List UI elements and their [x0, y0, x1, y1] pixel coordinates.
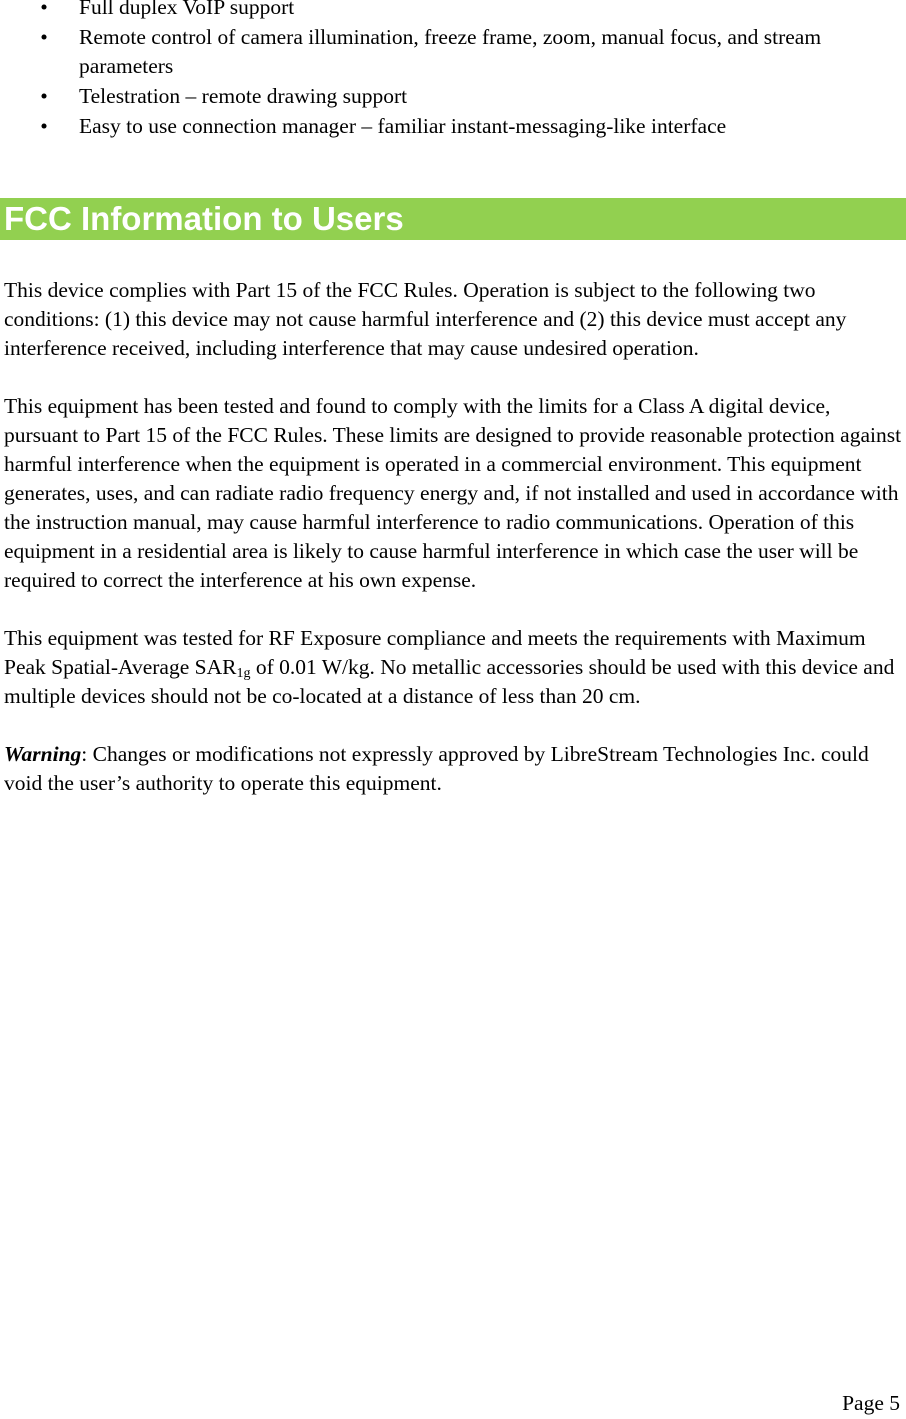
bullet-text: Easy to use connection manager – familiar instant-messaging-like interface — [79, 114, 727, 138]
list-item — [0, 82, 906, 111]
feature-bullet-list — [0, 0, 906, 142]
list-item — [0, 0, 906, 22]
class-a-paragraph: This equipment has been tested and found to comply with the limits for a Class A digital device, pursuant to Part 15 of the FCC Rules. These limits are designed to provide reasonable protection against harmful interference when the equipment is operated in a commercial environment. This equipment generates, uses, and can radiate radio frequency energy and, if not installed and used in accordance with the instruction manual, may cause harmful interference to radio communications. Operation of this equipment in a residential area is likely to cause harmful interference in which case the user will be required to correct the interference at his own expense. — [4, 394, 902, 592]
list-item — [0, 23, 906, 81]
bullet-icon: • — [40, 0, 48, 19]
section-heading-bar — [0, 198, 906, 240]
bullet-text: Full duplex VoIP support — [79, 0, 295, 19]
rf-text-before: This equipment was tested for RF Exposure compliance and meets the requirements with Maximum Peak Spatial-Average SAR — [4, 626, 866, 679]
sar-subscript: 1g — [236, 666, 251, 681]
list-item — [0, 112, 906, 141]
warning-label: Warning — [4, 742, 82, 766]
compliance-paragraph: This device complies with Part 15 of the FCC Rules. Operation is subject to the following two conditions: (1) this device may not cause harmful interference and (2) this device must accept any interference received, including interference that may cause undesired operation. — [4, 278, 847, 360]
warning-paragraph — [4, 740, 904, 798]
rf-text-after: of 0.01 W/kg. No metallic accessories should be used with this device and multiple devices should not be co-located at a distance of less than 20 cm. — [4, 655, 895, 708]
bullet-text: Telestration – remote drawing support — [79, 84, 408, 108]
bullet-icon: • — [40, 25, 48, 49]
bullet-text: Remote control of camera illumination, freeze frame, zoom, manual focus, and stream parameters — [79, 25, 822, 78]
rf-exposure-paragraph — [4, 624, 904, 711]
section-title: FCC Information to Users — [4, 200, 404, 237]
page-number: Page 5 — [842, 1391, 900, 1415]
bullet-icon: • — [40, 84, 48, 108]
bullet-icon: • — [40, 114, 48, 138]
fcc-body — [4, 276, 904, 827]
warning-text: : Changes or modifications not expressly approved by LibreStream Technologies Inc. could void the user’s authority to operate this equipment. — [4, 742, 869, 795]
